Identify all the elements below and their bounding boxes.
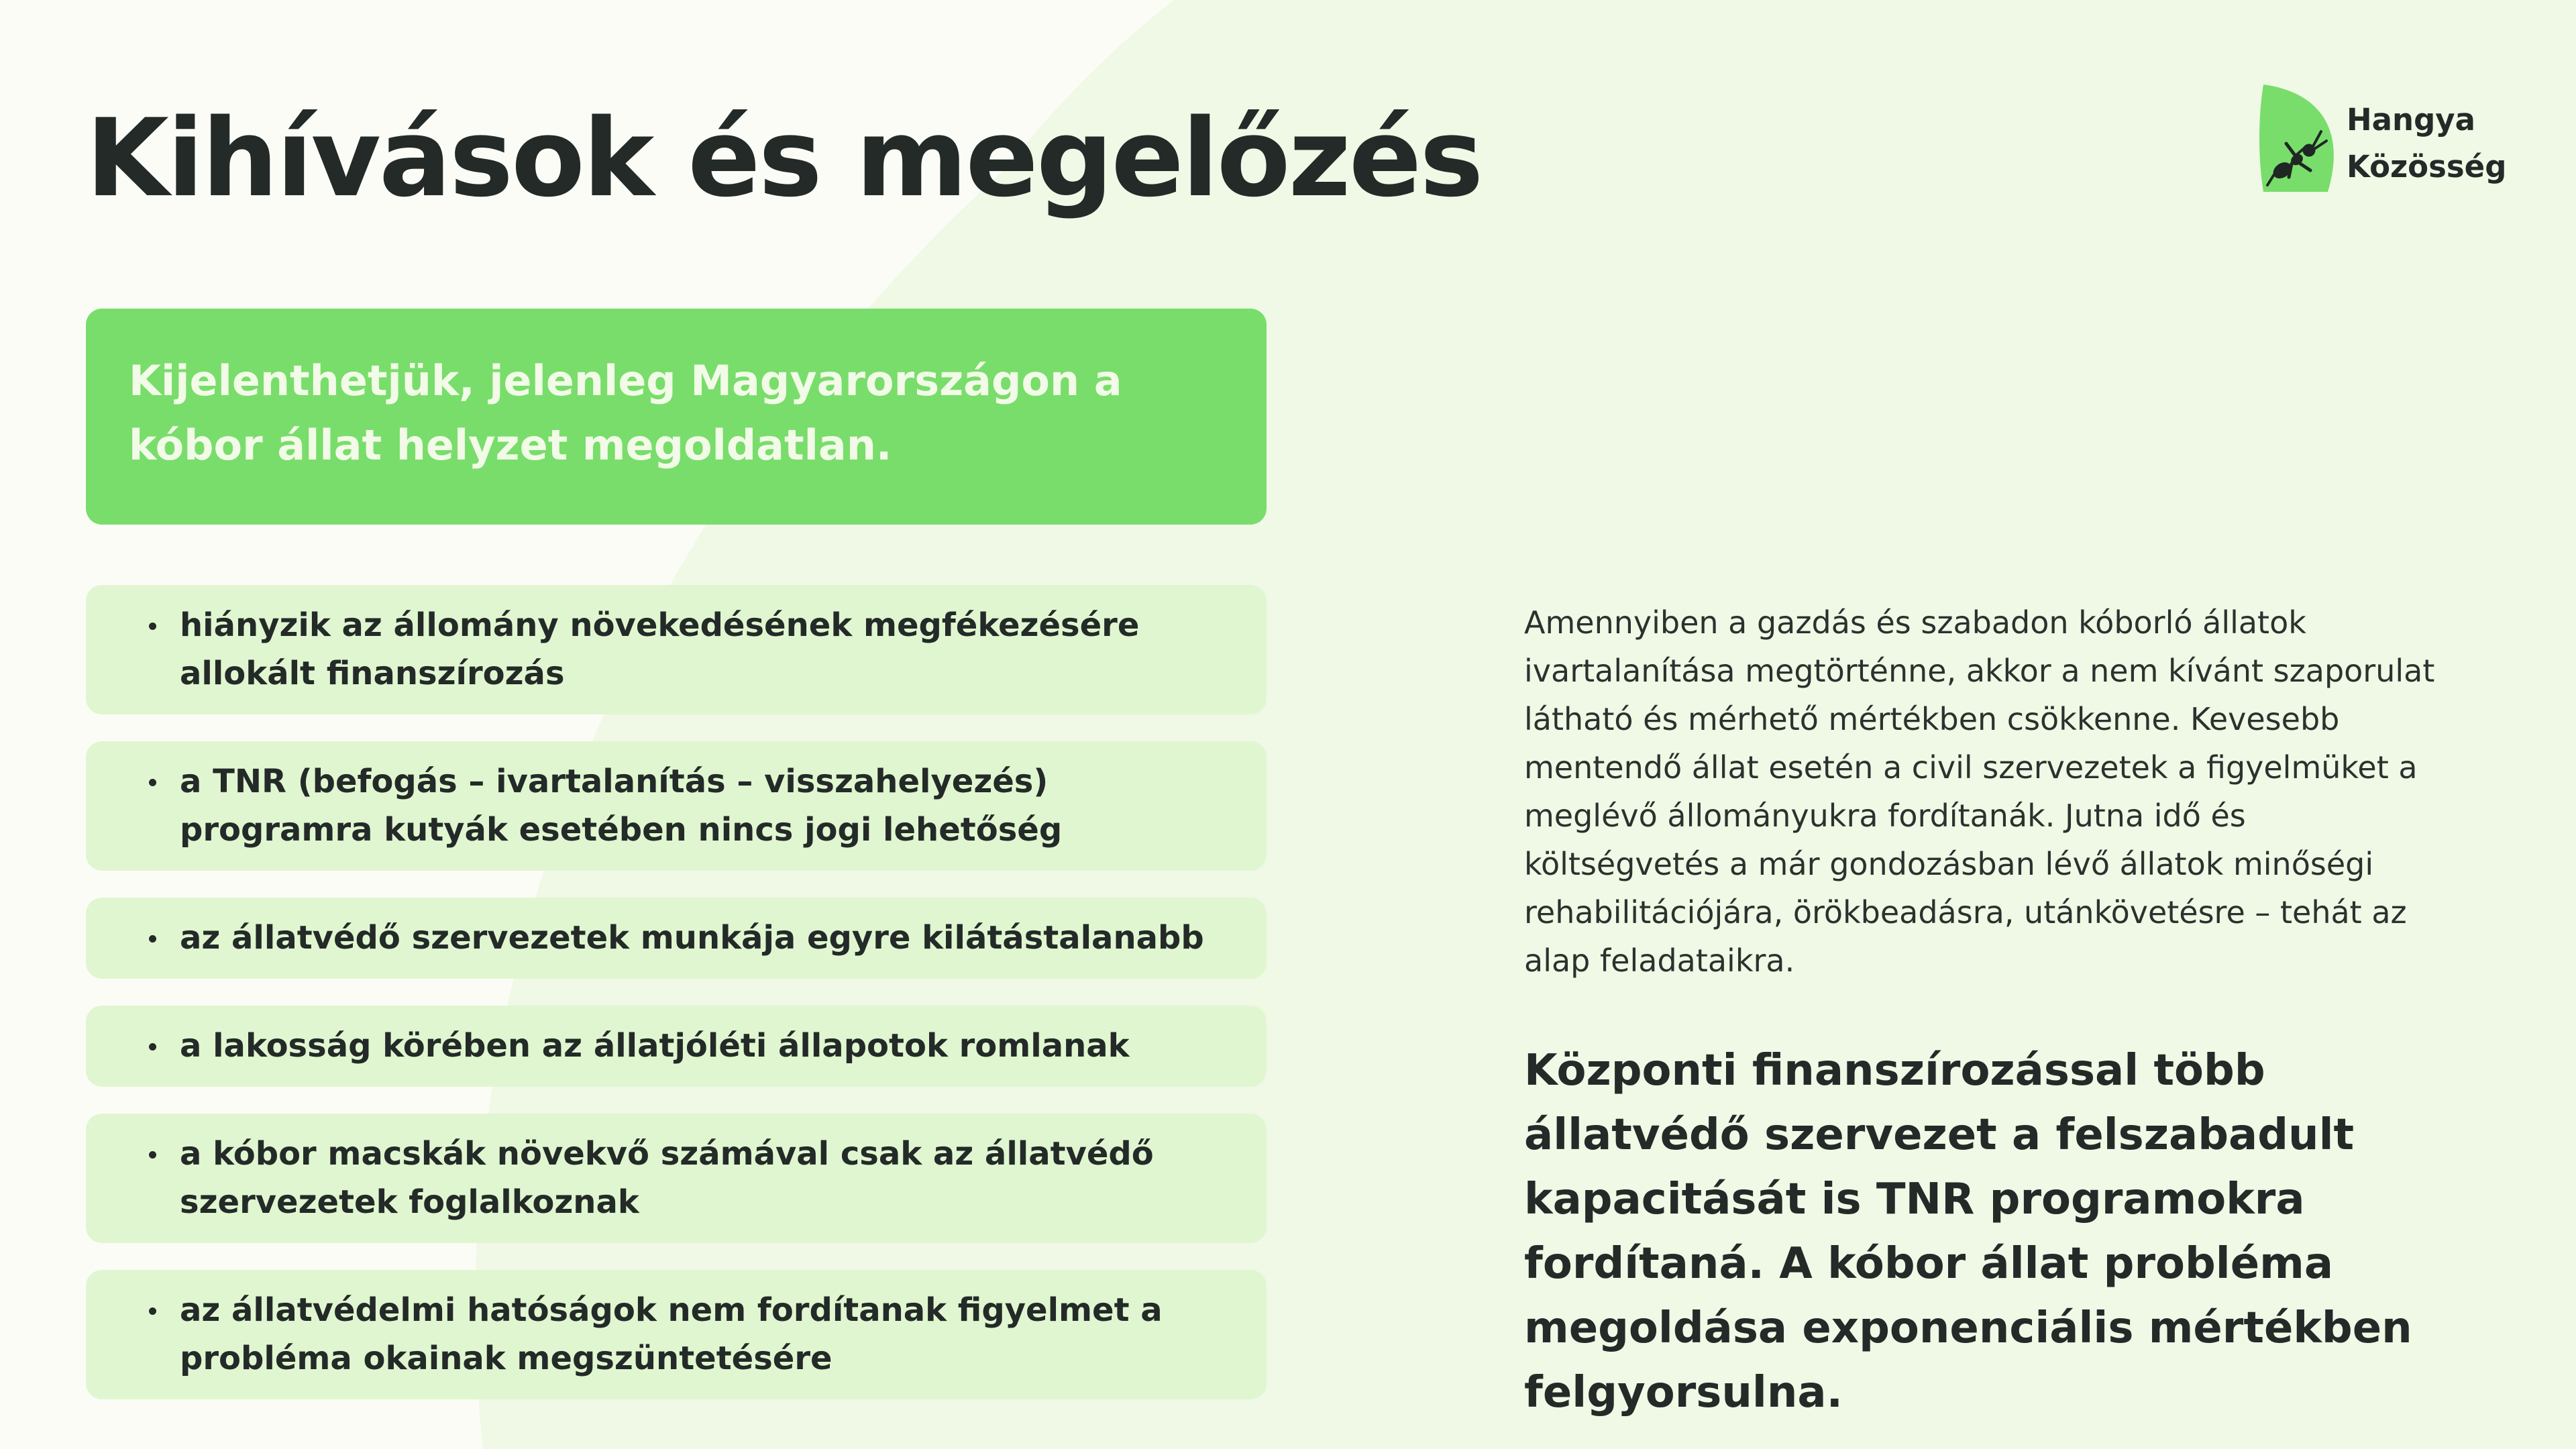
list-item: a kóbor macskák növekvő számával csak az állatvédő szervezetek foglalkoznak [86,1114,1267,1243]
page-title: Kihívások és megelőzés [86,95,1482,221]
logo-text [2347,97,2506,191]
highlight-text: Kijelenthetjük, jelenleg Magyarországon a kóbor állat helyzet megoldatlan. [129,356,1122,470]
explanation-paragraph: Amennyiben a gazdás és szabadon kóborló állatok ivartalanítása megtörténne, akkor a nem kívánt szaporulat látható és mérhető mértékben csökkenne. Kevesebb mentendő állat esetén a civil szervezetek a figyelmüket a meglévő állományukra fordítanák. Jutna idő és költségvetés a már gondozásban lévő állatok minőségi rehabilitációjára, örökbeadásra, utánkövetésre – tehát az alap feladataikra. [1524,604,2435,979]
logo-line-1: Hangya [2347,102,2475,138]
challenge-list [86,585,1267,1426]
list-item: a TNR (befogás – ivartalanítás – visszahelyezés) programra kutyák esetében nincs jogi lehetőség [86,741,1267,871]
logo [2254,85,2522,199]
logo-line-2: Közösség [2347,149,2507,184]
list-item: az állatvédő szervezetek munkája egyre kilátástalanabb [86,898,1267,979]
list-item: hiányzik az állomány növekedésének megfékezésére allokált finanszírozás [86,585,1267,714]
conclusion-paragraph: Központi finanszírozással több állatvédő szervezet a felszabadult kapacitását is TNR programokra fordítaná. A kóbor állat probléma megoldása exponenciális mértékben felgyorsulna. [1524,1046,2412,1417]
highlight-box [86,309,1267,525]
list-item: a lakosság körében az állatjóléti állapotok romlanak [86,1006,1267,1087]
list-item: az állatvédelmi hatóságok nem fordítanak figyelmet a probléma okainak megszüntetésére [86,1270,1267,1399]
